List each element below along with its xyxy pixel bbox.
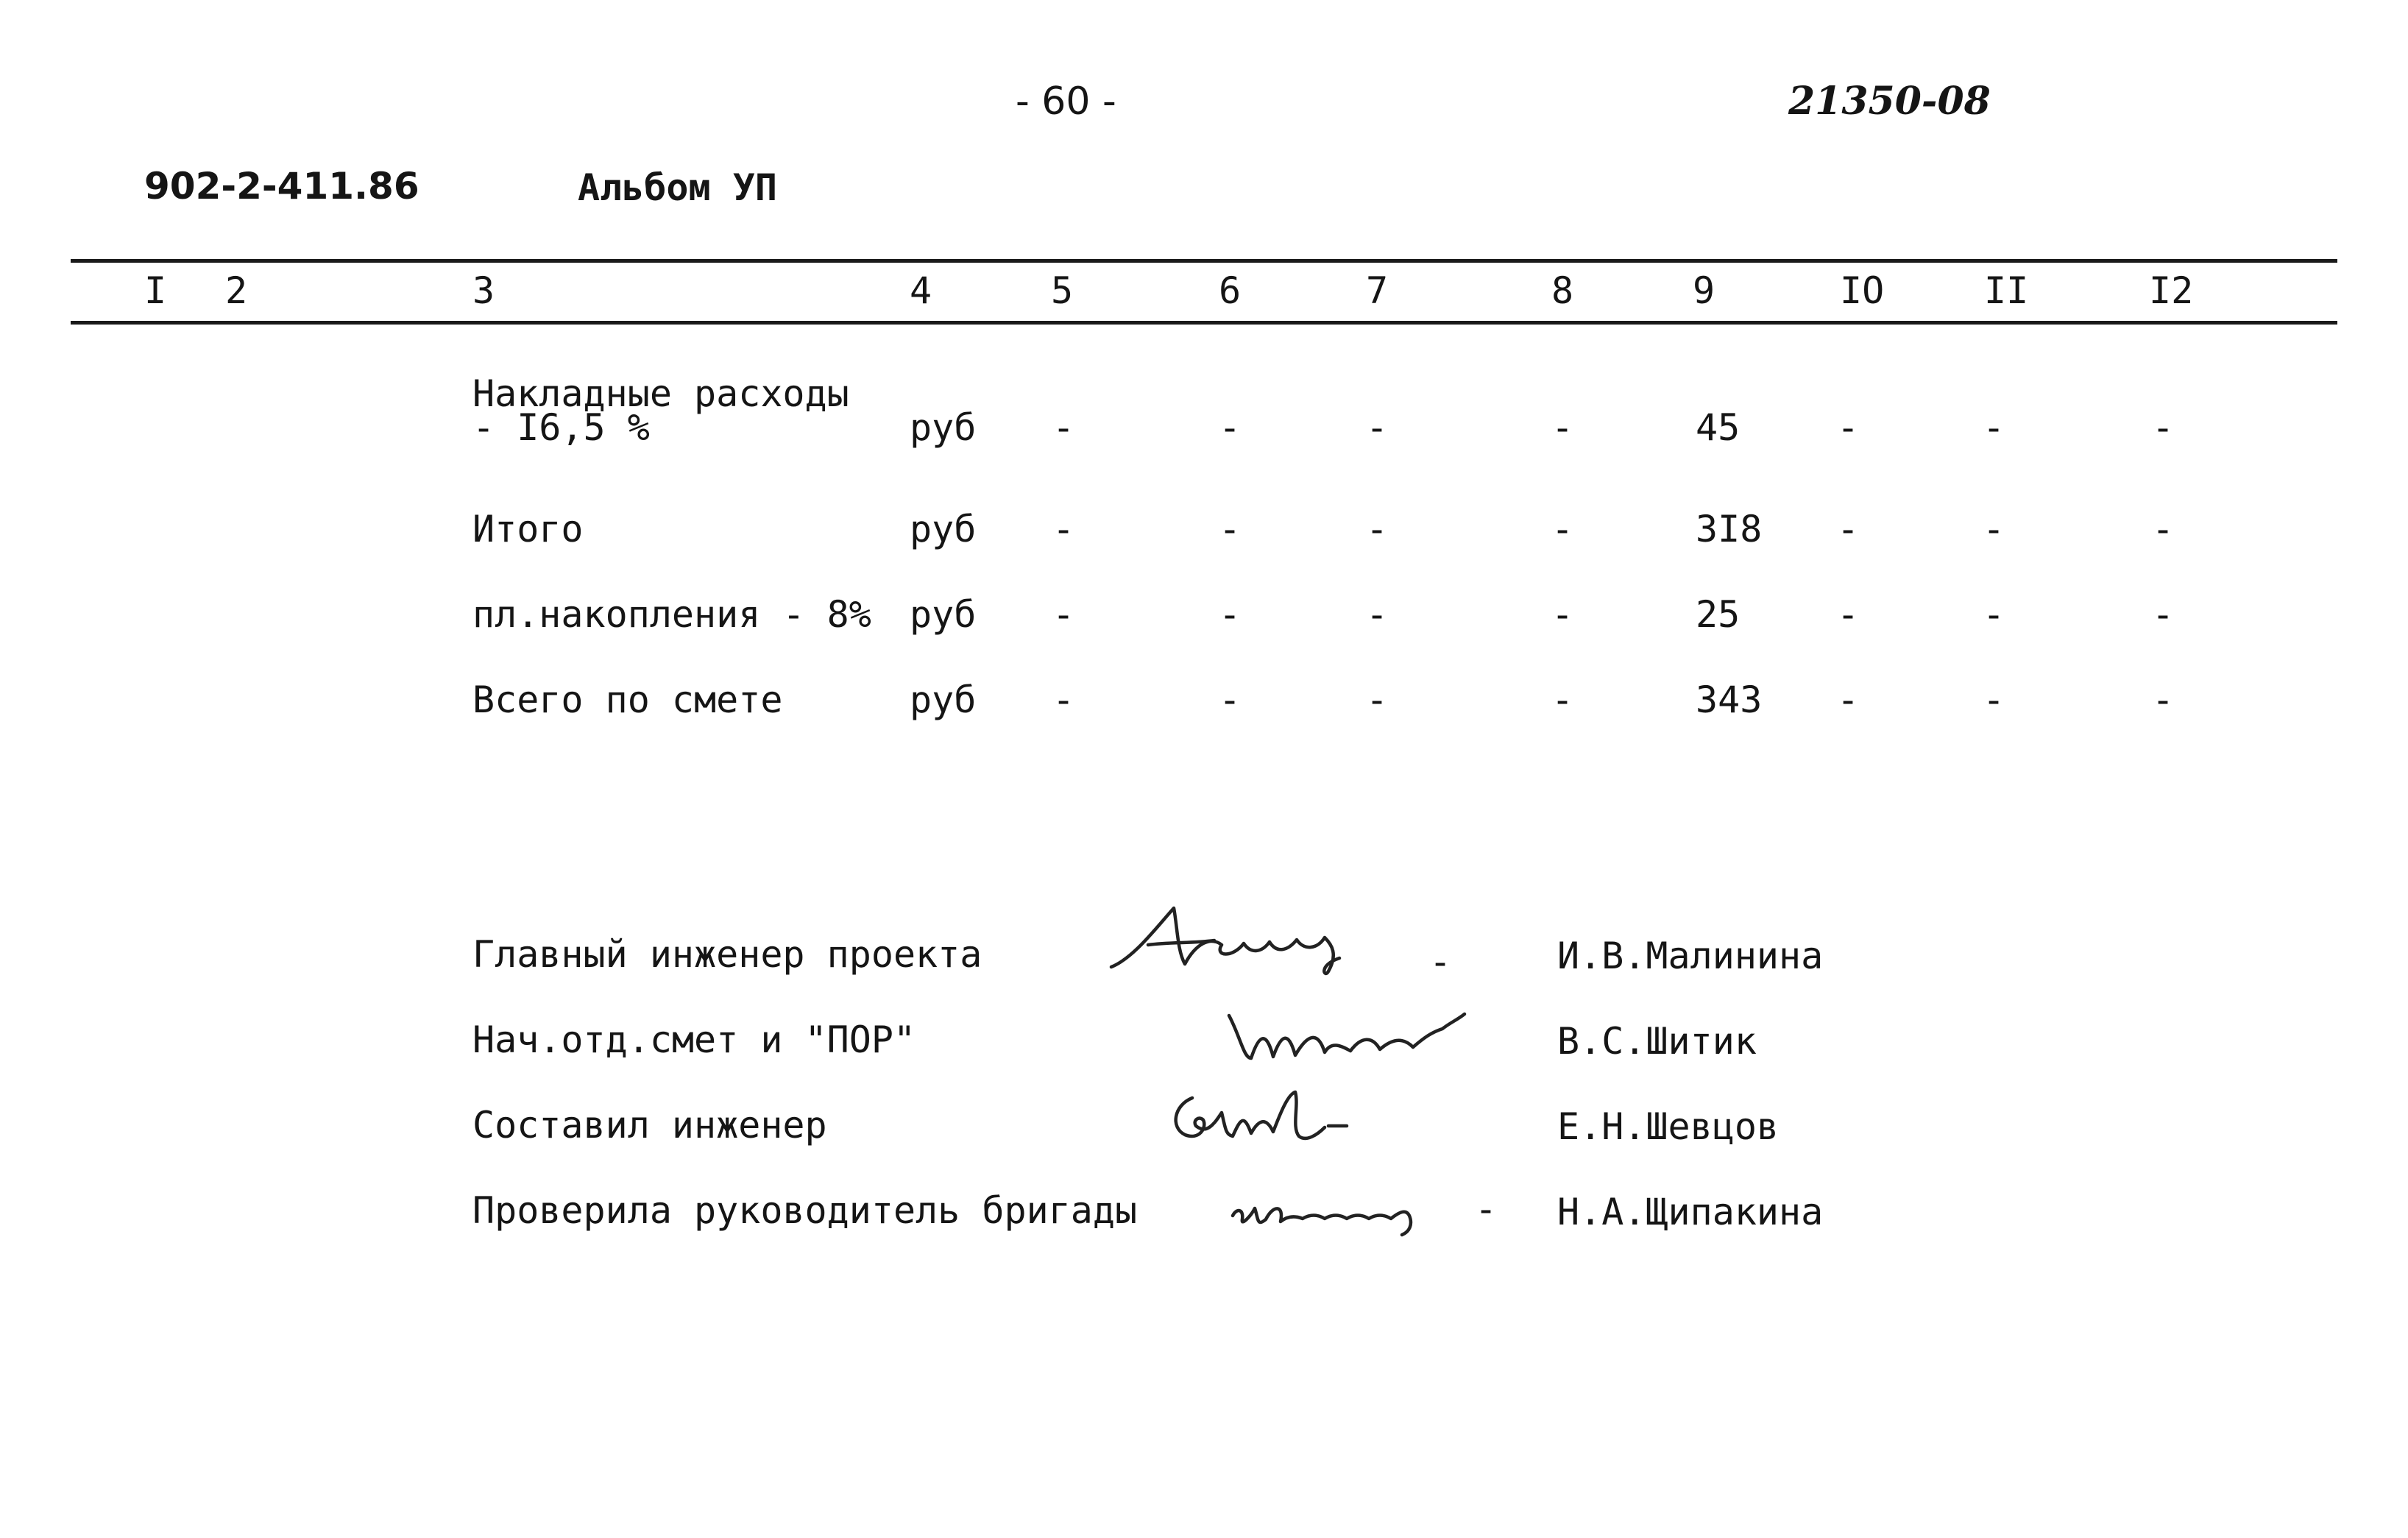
- column-header: II: [1984, 269, 2029, 312]
- signatory-name: Е.Н.Шевцов: [1557, 1105, 1780, 1148]
- album-label: Альбом УП: [578, 166, 777, 209]
- cell-col9: 25: [1696, 593, 1741, 636]
- handwritten-signature-4: [1222, 1186, 1472, 1245]
- inventory-code: 21350-08: [1788, 79, 1991, 124]
- column-header: 4: [910, 269, 932, 312]
- column-header: I2: [2149, 269, 2194, 312]
- row-unit: руб: [910, 593, 977, 636]
- cell-col8: -: [1551, 593, 1574, 636]
- cell-col11: -: [1983, 406, 2005, 449]
- cell-col6: -: [1219, 593, 1242, 636]
- cell-col11: -: [1983, 593, 2005, 636]
- cell-col9: 45: [1696, 406, 1741, 449]
- cell-col6: -: [1219, 406, 1242, 449]
- column-header: 5: [1051, 269, 1074, 312]
- column-header: 7: [1366, 269, 1389, 312]
- cell-col10: -: [1837, 406, 1860, 449]
- cell-col7: -: [1366, 593, 1389, 636]
- row-name: Итого: [472, 508, 584, 550]
- column-header: IO: [1840, 269, 1885, 312]
- handwritten-signature-2: [1222, 1007, 1472, 1073]
- signatory-name: В.С.Шитик: [1557, 1020, 1757, 1063]
- handwritten-signature-3: [1163, 1083, 1398, 1157]
- project-code: 902-2-411.86: [144, 165, 419, 208]
- handwritten-signature-1: [1104, 899, 1413, 980]
- cell-col7: -: [1366, 508, 1389, 550]
- cell-col6: -: [1219, 678, 1242, 721]
- row-name-continuation: - I6,5 %: [472, 406, 650, 449]
- column-header: 9: [1693, 269, 1715, 312]
- row-unit: руб: [910, 406, 977, 449]
- signatory-name: Н.А.Щипакина: [1557, 1191, 1824, 1233]
- column-header: I: [144, 269, 167, 312]
- cell-col11: -: [1983, 678, 2005, 721]
- signature-dash: -: [1429, 940, 1452, 983]
- column-header: 8: [1551, 269, 1574, 312]
- cell-col8: -: [1551, 678, 1574, 721]
- cell-col9: 3I8: [1696, 508, 1763, 550]
- column-header: 2: [225, 269, 248, 312]
- row-unit: руб: [910, 678, 977, 721]
- cell-col12: -: [2152, 508, 2175, 550]
- column-header: 3: [472, 269, 495, 312]
- cell-col12: -: [2152, 593, 2175, 636]
- row-name: Всего по смете: [472, 678, 783, 721]
- cell-col10: -: [1837, 593, 1860, 636]
- table-top-rule: [71, 259, 2337, 263]
- cell-col10: -: [1837, 678, 1860, 721]
- signatory-role: Составил инженер: [472, 1104, 827, 1147]
- cell-col8: -: [1551, 406, 1574, 449]
- cell-col8: -: [1551, 508, 1574, 550]
- cell-col5: -: [1052, 593, 1075, 636]
- signatory-role: Проверила руководитель бригады: [472, 1189, 1138, 1232]
- cell-col5: -: [1052, 678, 1075, 721]
- cell-col7: -: [1366, 678, 1389, 721]
- cell-col5: -: [1052, 406, 1075, 449]
- cell-col11: -: [1983, 508, 2005, 550]
- cell-col7: -: [1366, 406, 1389, 449]
- cell-col10: -: [1837, 508, 1860, 550]
- cell-col12: -: [2152, 406, 2175, 449]
- cell-col9: 343: [1696, 678, 1763, 721]
- signatory-role: Нач.отд.смет и "ПОР": [472, 1018, 916, 1061]
- cell-col12: -: [2152, 678, 2175, 721]
- table-header-bottom-rule: [71, 321, 2337, 325]
- signatory-role: Главный инженер проекта: [472, 933, 982, 976]
- cell-col5: -: [1052, 508, 1075, 550]
- row-name: пл.накопления - 8%: [472, 593, 871, 636]
- column-header: 6: [1219, 269, 1242, 312]
- signatory-name: И.В.Малинина: [1557, 935, 1824, 977]
- signature-dash: -: [1475, 1188, 1498, 1230]
- cell-col6: -: [1219, 508, 1242, 550]
- row-name: Накладные расходы: [472, 372, 849, 415]
- row-unit: руб: [910, 508, 977, 550]
- page-number: - 60 -: [1016, 79, 1116, 124]
